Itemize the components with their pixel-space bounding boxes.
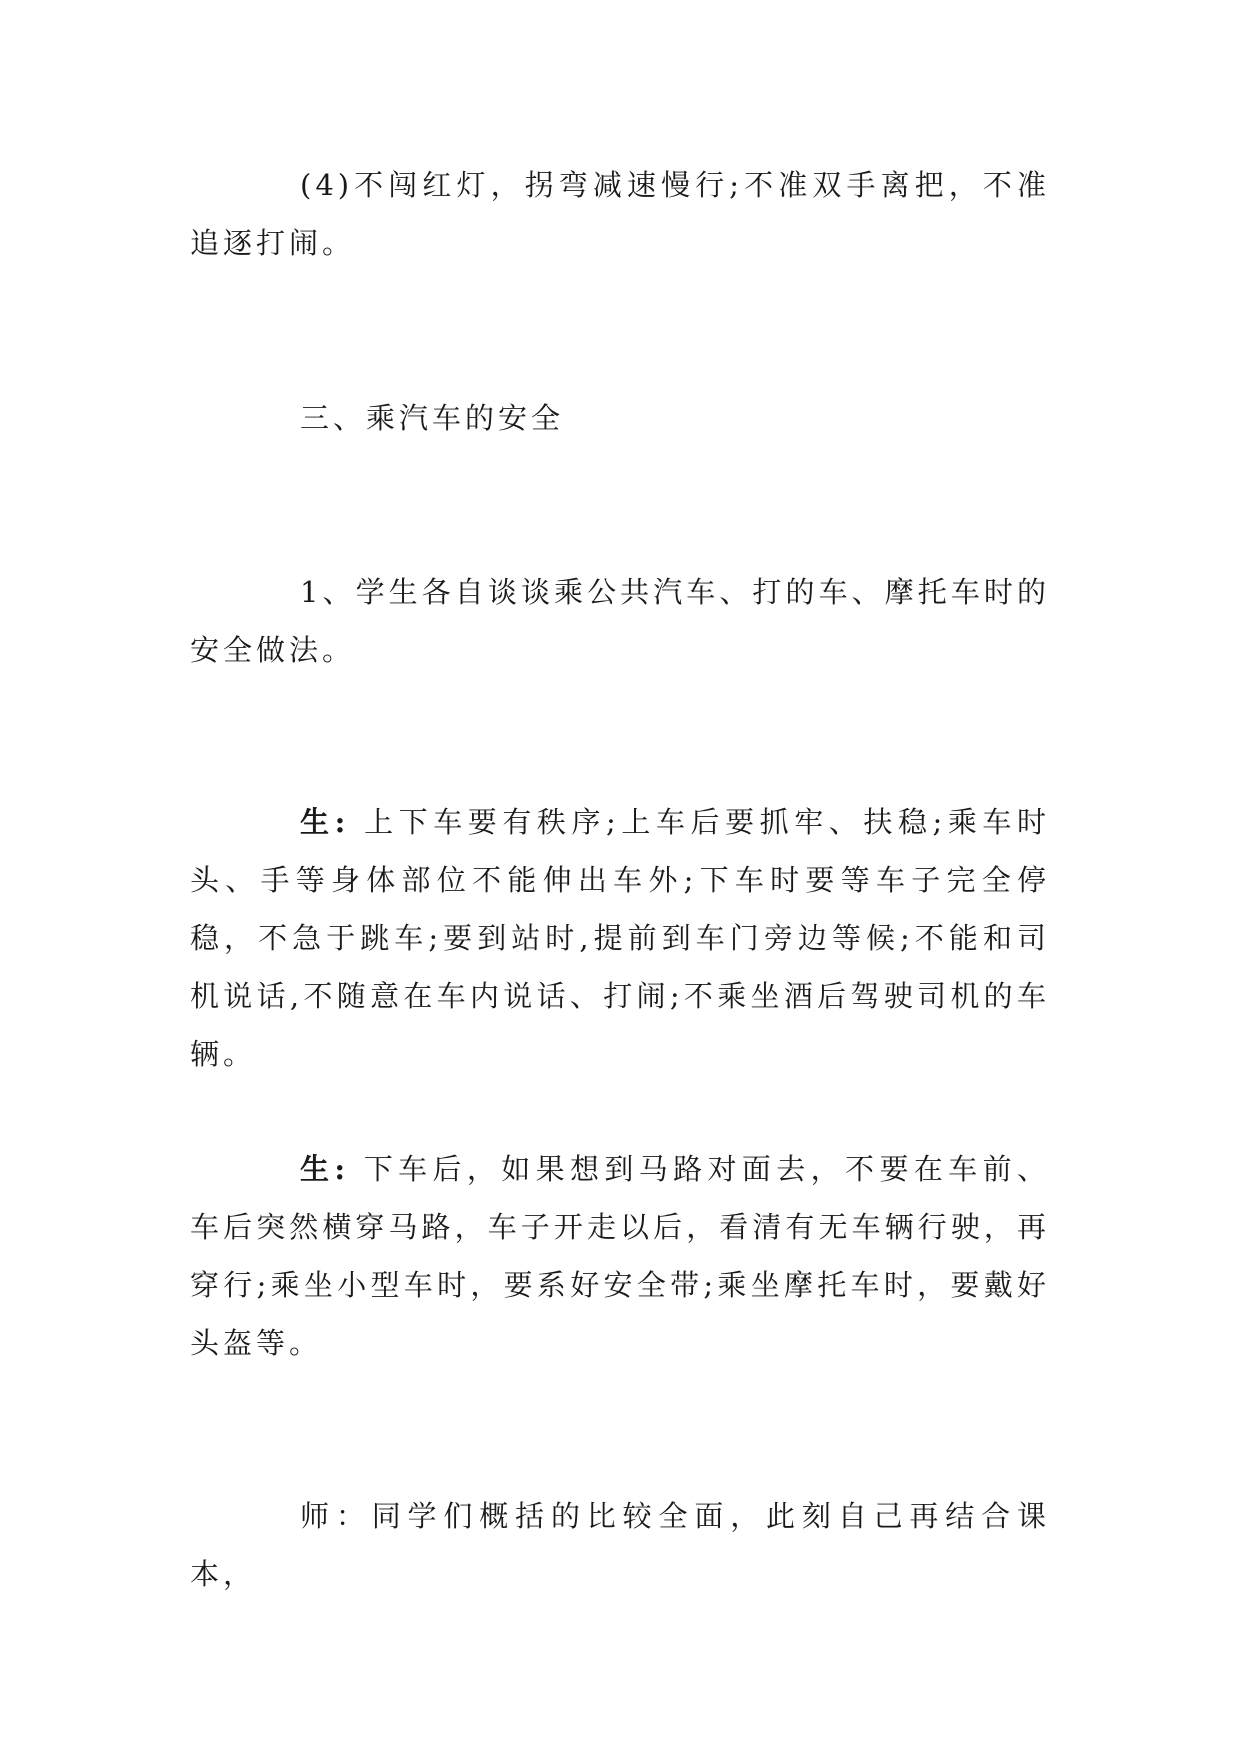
- paragraph-teacher-remark: [190, 1487, 1050, 1603]
- speaker-label: 生:: [300, 805, 350, 839]
- paragraph-text: 师：同学们概括的比较全面，此刻自己再结合课本，: [190, 1499, 1050, 1591]
- heading-text: 三、乘汽车的安全: [300, 401, 565, 435]
- paragraph-text: (4)不闯红灯，拐弯减速慢行;不准双手离把，不准追逐打闹。: [190, 168, 1050, 260]
- paragraph-text: 上下车要有秩序;上车后要抓牢、扶稳;乘车时头、手等身体部位不能伸出车外;下车时要等车子完全停稳，不急于跳车;要到站时,提前到车门旁边等候;不能和司机说话,不随意在车内说话、打闹;不乘坐酒后驾驶司机的车辆。: [190, 805, 1050, 1071]
- paragraph-student-answer-1: [190, 793, 1050, 1083]
- section-heading-bus-safety: [190, 389, 1050, 447]
- paragraph-bicycle-rule-4: [190, 156, 1050, 272]
- speaker-label: 生:: [300, 1152, 350, 1186]
- paragraph-text: 下车后，如果想到马路对面去，不要在车前、车后突然横穿马路，车子开走以后，看清有无车辆行驶，再穿行;乘坐小型车时，要系好安全带;乘坐摩托车时，要戴好头盔等。: [190, 1152, 1050, 1360]
- paragraph-student-answer-2: [190, 1140, 1050, 1372]
- paragraph-discussion-prompt: [190, 563, 1050, 679]
- paragraph-text: 1、学生各自谈谈乘公共汽车、打的车、摩托车时的安全做法。: [190, 575, 1050, 667]
